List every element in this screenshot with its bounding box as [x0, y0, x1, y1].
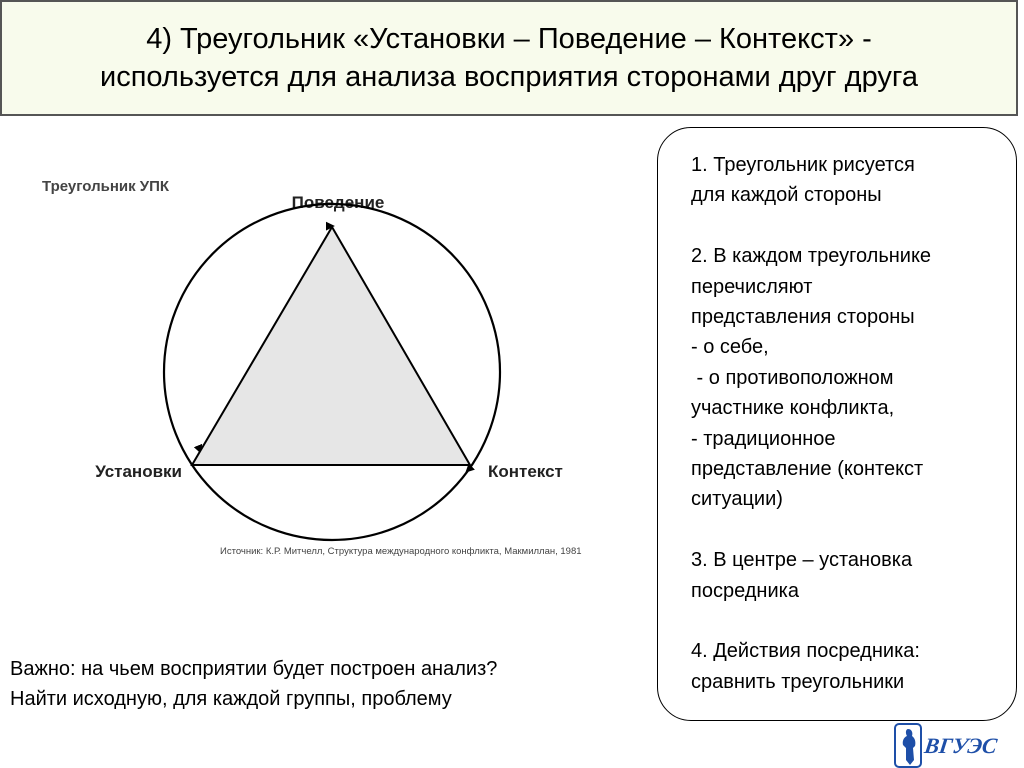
left-label: Установки [95, 462, 182, 481]
vguess-logo [890, 722, 1020, 768]
explanation-list [691, 150, 1000, 697]
list-item-line: представления стороны [691, 306, 915, 329]
list-gap [691, 606, 1000, 636]
note-line-1: Важно: на чьем восприятии будет построен анализ? [10, 658, 498, 680]
title-line-2: используется для анализа восприятия сторонами друг друга [100, 61, 918, 93]
list-item-line: перечисляют [691, 275, 813, 298]
note-line-2: Найти исходную, для каждой группы, проблему [10, 688, 452, 710]
list-item-line: сравнить треугольники [691, 670, 905, 693]
list-gap [691, 515, 1000, 545]
important-note [10, 654, 497, 714]
list-item-line: 4. Действия посредника: [691, 640, 920, 663]
source-caption: Источник: К.Р. Митчелл, Структура международного конфликта, Макмиллан, 1981 [220, 546, 582, 557]
statue-emblem-icon [895, 724, 921, 767]
right-label: Контекст [488, 462, 563, 481]
list-item-line: 3. В центре – установка [691, 549, 913, 572]
list-item-line: представление (контекст [691, 458, 924, 481]
list-item-line: участнике конфликта, [691, 397, 895, 420]
list-item-line: - традиционное [691, 427, 836, 450]
title-box [0, 0, 1018, 116]
list-item-line: - о себе, [691, 336, 769, 359]
list-item-line: для каждой стороны [691, 184, 882, 207]
explanation-panel [657, 127, 1017, 721]
title-line-1: 4) Треугольник «Установки – Поведение – Контекст» - [146, 23, 872, 55]
upk-triangle [192, 227, 470, 465]
top-label: Поведение [291, 193, 385, 212]
list-item-line: 1. Треугольник рисуется [691, 154, 915, 176]
list-item-line: 2. В каждом треугольнике [691, 245, 932, 268]
list-gap [691, 211, 1000, 241]
upk-triangle-diagram [30, 165, 630, 570]
list-item-line: ситуации) [691, 488, 783, 511]
logo-text: ВГУЭС [922, 733, 999, 758]
list-item-line: посредника [691, 579, 799, 602]
diagram-heading: Треугольник УПК [42, 178, 170, 195]
list-item-line: - о противоположном [691, 366, 894, 389]
